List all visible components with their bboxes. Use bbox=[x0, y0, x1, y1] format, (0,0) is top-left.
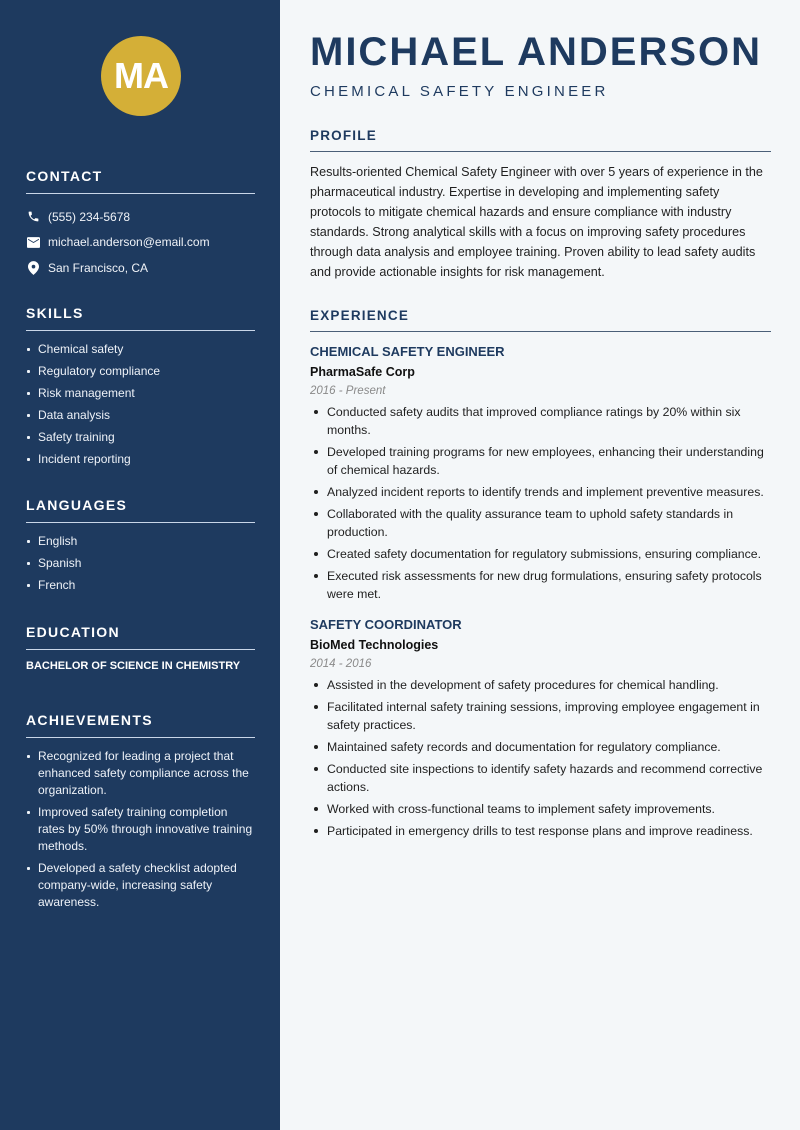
job-bullet: Executed risk assessments for new drug formulations, ensuring safety protocols were met. bbox=[310, 567, 771, 603]
language-item: French bbox=[26, 577, 255, 594]
skills-list bbox=[26, 341, 255, 468]
contact-location bbox=[26, 255, 255, 281]
job-bullet: Conducted safety audits that improved compliance ratings by 20% within six months. bbox=[310, 403, 771, 439]
candidate-role: CHEMICAL SAFETY ENGINEER bbox=[310, 83, 609, 100]
contact-email-text: michael.anderson@email.com bbox=[48, 235, 210, 250]
contact-phone bbox=[26, 204, 255, 230]
language-item: Spanish bbox=[26, 555, 255, 572]
job-bullet: Participated in emergency drills to test response plans and improve readiness. bbox=[310, 822, 771, 840]
job-entry bbox=[310, 344, 771, 603]
achievements-list bbox=[26, 748, 255, 911]
avatar-initials: MA bbox=[114, 55, 168, 96]
profile-text: Results-oriented Chemical Safety Engineer with over 5 years of experience in the pharmaceutical industry. Expertise in developing and implementing safety protocols to mitigate chemical hazards and ensure compliance with industry standards. Strong analytical skills with a focus on improving safety procedures through data analysis and employee training. Proven ability to lead safety audits and provide actionable insights for risk management. bbox=[310, 165, 763, 279]
job-title: CHEMICAL SAFETY ENGINEER bbox=[310, 344, 505, 359]
job-bullet: Maintained safety records and documentation for regulatory compliance. bbox=[310, 738, 771, 756]
contact-heading: CONTACT bbox=[26, 168, 255, 194]
contact-location-text: San Francisco, CA bbox=[48, 260, 149, 275]
job-bullets bbox=[310, 676, 771, 840]
skill-item: Chemical safety bbox=[26, 341, 255, 358]
achievement-item: Recognized for leading a project that enhanced safety compliance across the organization. bbox=[26, 748, 255, 799]
contact-phone-text: (555) 234-5678 bbox=[48, 209, 131, 224]
profile-section bbox=[310, 128, 771, 282]
avatar bbox=[101, 36, 181, 116]
achievements-heading: ACHIEVEMENTS bbox=[26, 712, 255, 738]
job-bullet: Collaborated with the quality assurance team to uphold safety standards in production. bbox=[310, 505, 771, 541]
skill-item: Regulatory compliance bbox=[26, 363, 255, 380]
sidebar bbox=[0, 0, 280, 1130]
language-item: English bbox=[26, 533, 255, 550]
achievement-item: Improved safety training completion rates by 50% through innovative training methods. bbox=[26, 804, 255, 855]
job-bullet: Created safety documentation for regulatory submissions, ensuring compliance. bbox=[310, 545, 771, 563]
job-bullet: Analyzed incident reports to identify trends and implement preventive measures. bbox=[310, 483, 771, 501]
job-bullets bbox=[310, 403, 771, 603]
skills-section bbox=[26, 305, 255, 473]
achievements-section bbox=[26, 712, 255, 916]
achievement-item: Developed a safety checklist adopted company-wide, increasing safety awareness. bbox=[26, 860, 255, 911]
contact-email bbox=[26, 230, 255, 256]
skills-heading: SKILLS bbox=[26, 305, 255, 331]
job-bullet: Developed training programs for new employees, enhancing their understanding of chemical hazards. bbox=[310, 443, 771, 479]
skill-item: Data analysis bbox=[26, 407, 255, 424]
candidate-name: MICHAEL ANDERSON bbox=[310, 30, 763, 74]
email-icon bbox=[26, 235, 40, 249]
job-bullet: Conducted site inspections to identify safety hazards and recommend corrective actions. bbox=[310, 760, 771, 796]
job-dates: 2014 - 2016 bbox=[310, 658, 372, 670]
skill-item: Incident reporting bbox=[26, 451, 255, 468]
education-heading: EDUCATION bbox=[26, 624, 255, 650]
job-company: PharmaSafe Corp bbox=[310, 365, 415, 379]
contact-list bbox=[26, 204, 255, 281]
skill-item: Risk management bbox=[26, 385, 255, 402]
education-degree: BACHELOR OF SCIENCE IN CHEMISTRY bbox=[26, 660, 241, 672]
job-company: BioMed Technologies bbox=[310, 638, 439, 652]
phone-icon bbox=[26, 210, 40, 224]
job-bullet: Assisted in the development of safety procedures for chemical handling. bbox=[310, 676, 771, 694]
experience-section bbox=[310, 308, 771, 844]
job-bullet: Worked with cross-functional teams to implement safety improvements. bbox=[310, 800, 771, 818]
job-dates: 2016 - Present bbox=[310, 385, 386, 397]
languages-section bbox=[26, 497, 255, 599]
location-pin-icon bbox=[26, 261, 40, 275]
languages-list bbox=[26, 533, 255, 594]
job-title: SAFETY COORDINATOR bbox=[310, 617, 462, 632]
skill-item: Safety training bbox=[26, 429, 255, 446]
job-entry bbox=[310, 617, 771, 840]
experience-heading: EXPERIENCE bbox=[310, 308, 771, 332]
education-section bbox=[26, 624, 255, 672]
profile-heading: PROFILE bbox=[310, 128, 771, 152]
job-bullet: Facilitated internal safety training sessions, improving employee engagement in safety practices. bbox=[310, 698, 771, 734]
languages-heading: LANGUAGES bbox=[26, 497, 255, 523]
contact-section bbox=[26, 168, 255, 281]
